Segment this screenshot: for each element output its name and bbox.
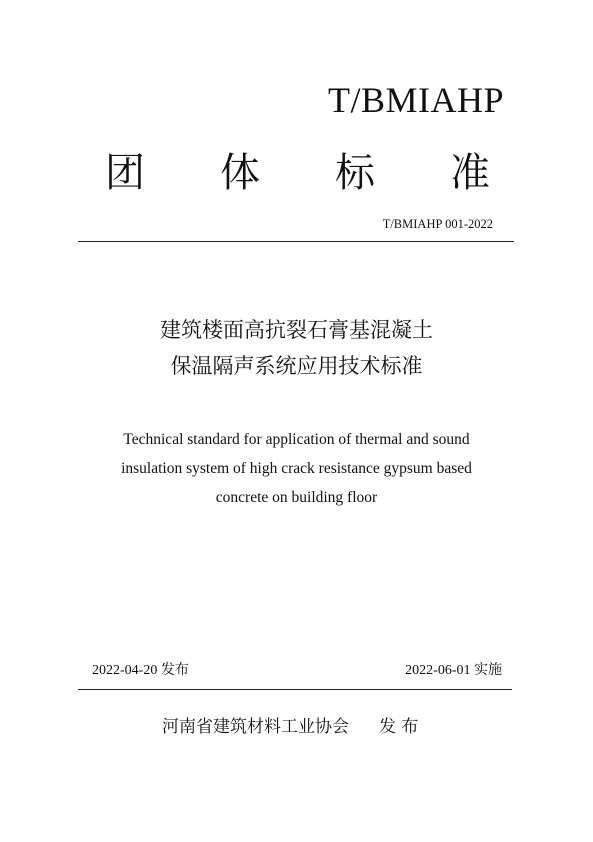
implementation-date-value: 2022-06-01 (405, 663, 471, 678)
chinese-title (0, 312, 593, 384)
standard-number: T/BMIAHP 001-2022 (382, 217, 493, 231)
implementation-date (405, 660, 502, 681)
english-title-line: insulation system of high crack resistance gypsum based (121, 460, 472, 477)
standard-type-char: 准 (450, 150, 490, 196)
implementation-date-label: 实施 (474, 662, 502, 678)
standard-type-char: 标 (335, 150, 375, 196)
top-divider (78, 241, 514, 242)
english-title-line: Technical standard for application of thermal and sound (123, 431, 470, 448)
standard-type-char: 体 (220, 150, 260, 196)
publisher-action: 发 布 (379, 717, 419, 737)
english-title (0, 425, 593, 512)
issue-date-label: 发布 (160, 662, 189, 678)
bottom-divider (78, 689, 512, 690)
issue-date-value: 2022-04-20 (92, 663, 158, 678)
publisher-line (162, 716, 418, 738)
chinese-title-line: 建筑楼面高抗裂石膏基混凝土 (160, 318, 433, 342)
standard-org-code: T/BMIAHP (327, 80, 504, 120)
chinese-title-line: 保温隔声系统应用技术标准 (170, 354, 423, 378)
standard-type-char: 团 (105, 150, 145, 196)
issue-date (92, 660, 189, 681)
english-title-line: concrete on building floor (215, 489, 378, 506)
publisher-name: 河南省建筑材料工业协会 (162, 717, 349, 737)
standard-type-heading (105, 148, 490, 198)
